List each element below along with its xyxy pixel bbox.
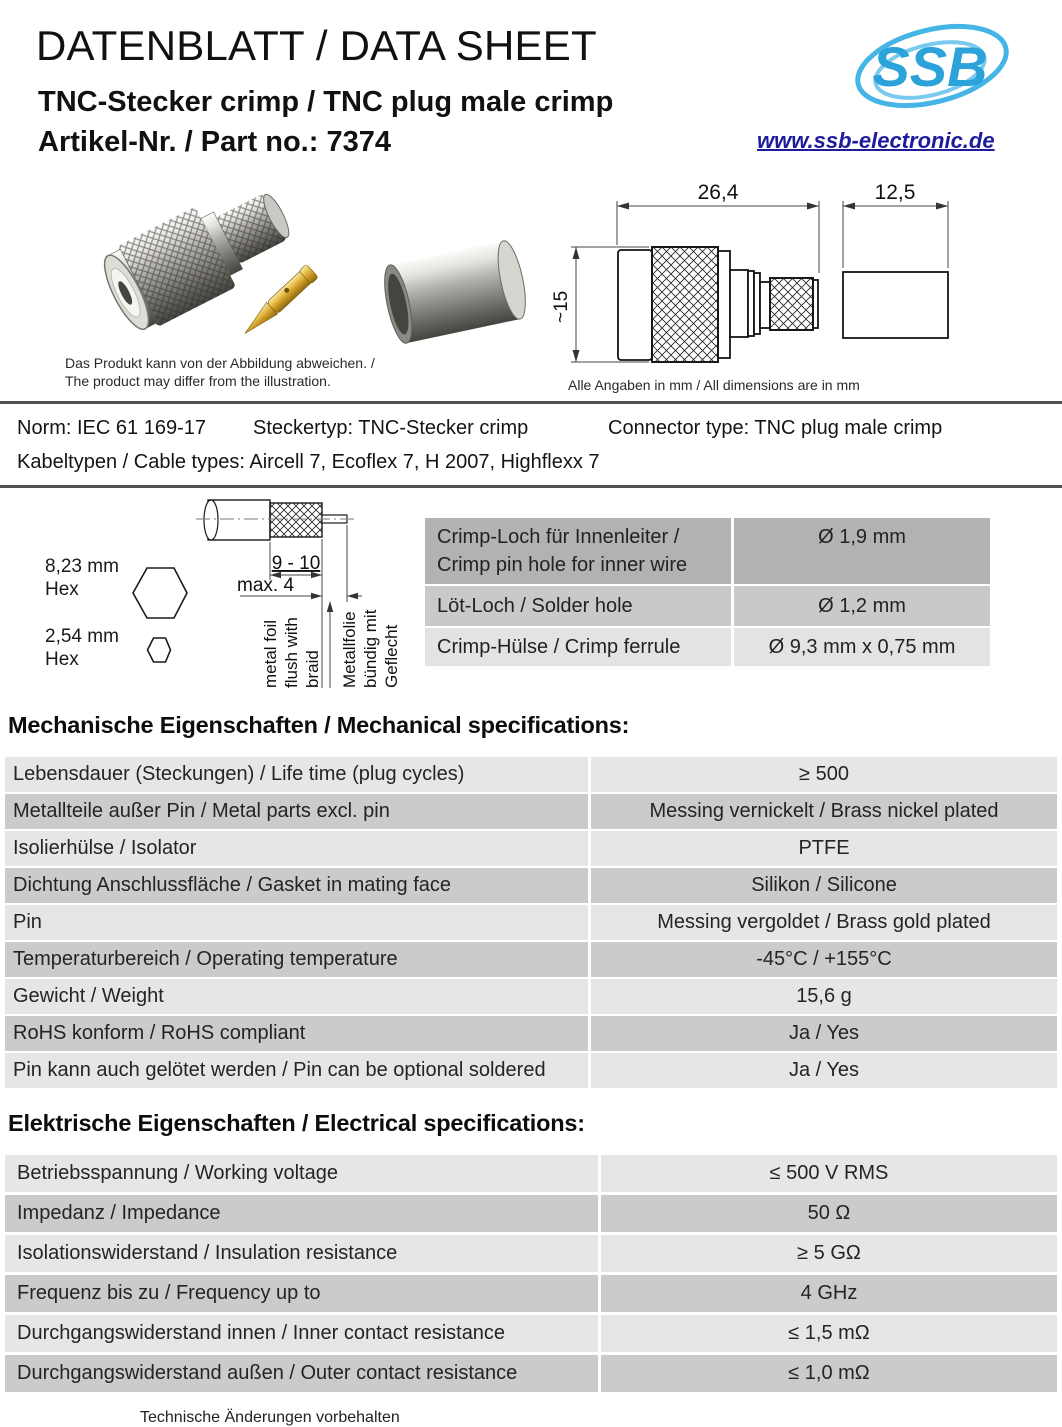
table-row (425, 518, 990, 584)
table-row (5, 1053, 1057, 1088)
stripped-cable (196, 500, 358, 540)
hex-small-icon (148, 638, 171, 662)
electrical-table (5, 1155, 1057, 1395)
table-row (5, 757, 1057, 792)
table-row (5, 905, 1057, 940)
knurl-hatch-small (770, 278, 813, 330)
hex-large-unit-label: Hex (45, 579, 79, 600)
spec-value: Messing vergoldet / Brass gold plated (591, 905, 1057, 940)
note-de-line2: bündig mit (361, 609, 380, 688)
product-subtitle: TNC-Stecker crimp / TNC plug male crimp (38, 86, 614, 118)
table-row (5, 1235, 1057, 1272)
crimp-row-value: Ø 1,2 mm (734, 586, 990, 626)
product-photo (55, 170, 525, 356)
hex-small-unit-label: Hex (45, 649, 79, 670)
spec-label: Betriebsspannung / Working voltage (5, 1155, 598, 1192)
ssb-logo (846, 14, 1012, 126)
center-pin-illustration (239, 264, 319, 340)
ferrule-outline (843, 272, 948, 338)
electrical-heading: Elektrische Eigenschaften / Electrical specifications: (8, 1110, 585, 1136)
spec-label: RoHS konform / RoHS compliant (5, 1016, 588, 1051)
spec-label: Isolierhülse / Isolator (5, 831, 588, 866)
divider-bottom (0, 485, 1062, 488)
knurl-hatch-large (652, 247, 718, 362)
spec-value: ≤ 1,0 mΩ (601, 1355, 1057, 1392)
table-row (5, 942, 1057, 977)
dim-body-length-label: 26,4 (697, 181, 739, 204)
spec-value: 4 GHz (601, 1275, 1057, 1312)
table-row (425, 586, 990, 626)
crimp-spec-table (425, 518, 990, 668)
crimp-row-value: Ø 9,3 mm x 0,75 mm (734, 628, 990, 666)
photo-disclaimer-en: The product may differ from the illustration. (65, 373, 331, 389)
spec-value: Ja / Yes (591, 1053, 1057, 1088)
crimp-row-value: Ø 1,9 mm (734, 518, 990, 584)
spec-label: Isolationswiderstand / Insulation resistance (5, 1235, 598, 1272)
dim-pin-label: max. 4 (237, 575, 295, 596)
dimension-12-5 (843, 201, 948, 268)
photo-disclaimer (65, 354, 375, 390)
note-en-line1: metal foil (261, 619, 280, 688)
table-row (5, 1016, 1057, 1051)
spec-value: 50 Ω (601, 1195, 1057, 1232)
spec-value: Ja / Yes (591, 1016, 1057, 1051)
connector-type-field: Connector type: TNC plug male crimp (608, 417, 943, 439)
spec-label: Impedanz / Impedance (5, 1195, 598, 1232)
spec-value: ≤ 500 V RMS (601, 1155, 1057, 1192)
spec-value: ≤ 1,5 mΩ (601, 1315, 1057, 1352)
spec-value: PTFE (591, 831, 1057, 866)
spec-value: -45°C / +155°C (591, 942, 1057, 977)
spec-label: Durchgangswiderstand innen / Inner contact resistance (5, 1315, 598, 1352)
spec-label: Pin (5, 905, 588, 940)
crimp-diagram (0, 490, 420, 702)
hex-large-size-label: 8,23 mm (45, 556, 119, 577)
note-de-line3: Geflecht (382, 624, 401, 688)
crimp-row-label: Crimp-Hülse / Crimp ferrule (425, 628, 731, 666)
spec-value: Silikon / Silicone (591, 868, 1057, 903)
spec-label: Metallteile außer Pin / Metal parts excl. pin (5, 794, 588, 829)
part-number-line: Artikel-Nr. / Part no.: 7374 (38, 126, 391, 158)
dim-height-label: ~15 (551, 290, 572, 323)
steckertyp-field: Steckertyp: TNC-Stecker crimp (253, 417, 529, 439)
page-title: DATENBLATT / DATA SHEET (36, 22, 597, 69)
note-de-line1: Metallfolie (340, 611, 359, 688)
table-row (5, 1275, 1057, 1312)
table-row (5, 794, 1057, 829)
spec-value: 15,6 g (591, 979, 1057, 1014)
ferrule-illustration (379, 239, 531, 346)
footer-note-clipped: Technische Änderungen vorbehalten (140, 1409, 400, 1426)
dim-ferrule-length-label: 12,5 (874, 181, 916, 204)
table-row (5, 868, 1057, 903)
note-en-line2: flush with (282, 617, 301, 688)
crimp-row-label: Crimp-Loch für Innenleiter / Crimp pin hole for inner wire (425, 518, 731, 584)
spec-value: ≥ 500 (591, 757, 1057, 792)
norm-field: Norm: IEC 61 169-17 (17, 417, 206, 439)
mechanical-heading: Mechanische Eigenschaften / Mechanical specifications: (8, 712, 630, 738)
table-row (5, 1195, 1057, 1232)
drawing-caption: Alle Angaben in mm / All dimensions are in mm (568, 377, 860, 393)
mechanical-table (5, 757, 1057, 1090)
table-row (5, 1355, 1057, 1392)
table-row (5, 1155, 1057, 1192)
spec-value: Messing vernickelt / Brass nickel plated (591, 794, 1057, 829)
spec-label: Temperaturbereich / Operating temperature (5, 942, 588, 977)
logo-text: SSB (872, 35, 988, 98)
note-en-line3: braid (303, 650, 322, 688)
dim-braid-label: 9 - 10 (271, 553, 321, 574)
crimp-row-label: Löt-Loch / Solder hole (425, 586, 731, 626)
photo-disclaimer-de: Das Produkt kann von der Abbildung abweichen. / (65, 355, 375, 371)
spec-label: Lebensdauer (Steckungen) / Life time (plug cycles) (5, 757, 588, 792)
spec-label: Pin kann auch gelötet werden / Pin can be optional soldered (5, 1053, 588, 1088)
table-row (5, 831, 1057, 866)
hex-small-size-label: 2,54 mm (45, 626, 119, 647)
hex-large-icon (133, 568, 187, 618)
spec-label: Dichtung Anschlussfläche / Gasket in mating face (5, 868, 588, 903)
spec-label: Frequenz bis zu / Frequency up to (5, 1275, 598, 1312)
table-row (425, 628, 990, 666)
spec-label: Durchgangswiderstand außen / Outer contact resistance (5, 1355, 598, 1392)
divider-top (0, 401, 1062, 404)
spec-label: Gewicht / Weight (5, 979, 588, 1014)
cable-types-field: Kabeltypen / Cable types: Aircell 7, Ecoflex 7, H 2007, Highflexx 7 (17, 451, 600, 473)
technical-drawing (545, 175, 1060, 373)
table-row (5, 979, 1057, 1014)
website-link[interactable]: www.ssb-electronic.de (757, 128, 995, 153)
spec-value: ≥ 5 GΩ (601, 1235, 1057, 1272)
table-row (5, 1315, 1057, 1352)
